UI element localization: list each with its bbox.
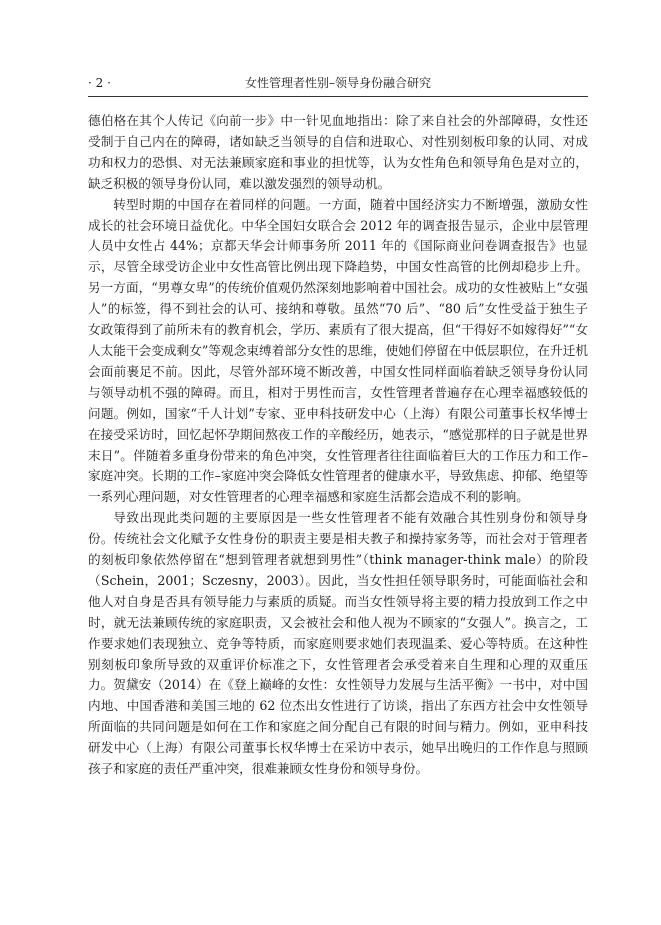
- page-number: · 2 ·: [88, 76, 111, 90]
- paragraph-continued: 德伯格在其个人传记《向前一步》中一针见血地指出：除了来自社会的外部障碍，女性还受制于自己内在的障碍，诸如缺乏当领导的自信和进取心、对性别刻板印象的认同、对成功和权力的恐惧、对无法兼顾家庭和事业的担忧等，认为女性角色和领导角色是对立的，缺乏积极的领导身份认同，难以激发强烈的领导动机。: [88, 113, 588, 191]
- header-rule: [88, 96, 588, 97]
- body-text: [88, 111, 588, 780]
- paragraph: 转型时期的中国存在着同样的问题。一方面，随着中国经济实力不断增强，激励女性成长的社会环境日益优化。中华全国妇女联合会 2012 年的调查报告显示，企业中层管理人员中女性占 44%；京都天华会计师事务所 2011 年的《国际商业问卷调查报告》也显示，尽管全球受访企业中女性高管比例出现下降趋势，中国女性高管的比例却稳步上升。另一方面，“男尊女卑”的传统价值观仍然深刻地影响着中国社会。成功的女性被贴上“女强人”的标签，得不到社会的认可、接纳和尊敬。虽然“70 后”、“80 后”女性受益于独生子女政策得到了前所未有的教育机会，学历、素质有了很大提高，但“干得好不如嫁得好”“女人太能干会变成剩女”等观念束缚着部分女性的思维，使她们停留在中低层职位，在升迁机会面前裹足不前。因此，尽管外部环境不断改善，中国女性同样面临着缺乏领导身份认同与领导动机不强的障碍。而且，相对于男性而言，女性管理者普遍存在心理幸福感较低的问题。例如，国家“千人计划”专家、亚申科技研发中心（上海）有限公司董事长权华博士在接受采访时，回忆起怀孕期间熬夜工作的辛酸经历，她表示，“感觉那样的日子就是世界末日”。伴随着多重身份带来的角色冲突，女性管理者往往面临着巨大的工作压力和工作–家庭冲突。长期的工作–家庭冲突会降低女性管理者的健康水平，导致焦虑、抑郁、绝望等一系列心理问题，对女性管理者的心理幸福感和家庭生活都会造成不利的影响。: [88, 196, 588, 505]
- running-title: 女性管理者性别–领导身份融合研究: [244, 76, 431, 90]
- page-header: [88, 70, 588, 96]
- paragraph: 导致出现此类问题的主要原因是一些女性管理者不能有效融合其性别身份和领导身份。传统社会文化赋予女性身份的职责主要是相夫教子和操持家务等，而社会对于管理者的刻板印象依然停留在“想到管理者就想到男性”（think manager-think male）的阶段（Schein，2001；Sczesny，2003）。因此，当女性担任领导职务时，可能面临社会和他人对自身是否具有领导能力与素质的质疑。而当女性领导将主要的精力投放到工作之中时，就无法兼顾传统的家庭职责，又会被社会和他人视为不顾家的“女强人”。换言之，工作要求她们表现独立、竞争等特质，而家庭则要求她们表现温柔、爱心等特质。在这种性别刻板印象所导致的双重评价标准之下，女性管理者会承受着来自生理和心理的双重压力。贺黛安（2014）在《登上巅峰的女性：女性领导力发展与生活平衡》一书中，对中国内地、中国香港和美国三地的 62 位杰出女性进行了访谈，指出了东西方社会中女性领导所面临的共同问题是如何在工作和家庭之间分配自己有限的时间与精力。例如，亚申科技研发中心（上海）有限公司董事长权华博士在采访中表示，她早出晚归的工作作息与照顾孩子和家庭的责任严重冲突，很难兼顾女性身份和领导身份。: [88, 510, 588, 777]
